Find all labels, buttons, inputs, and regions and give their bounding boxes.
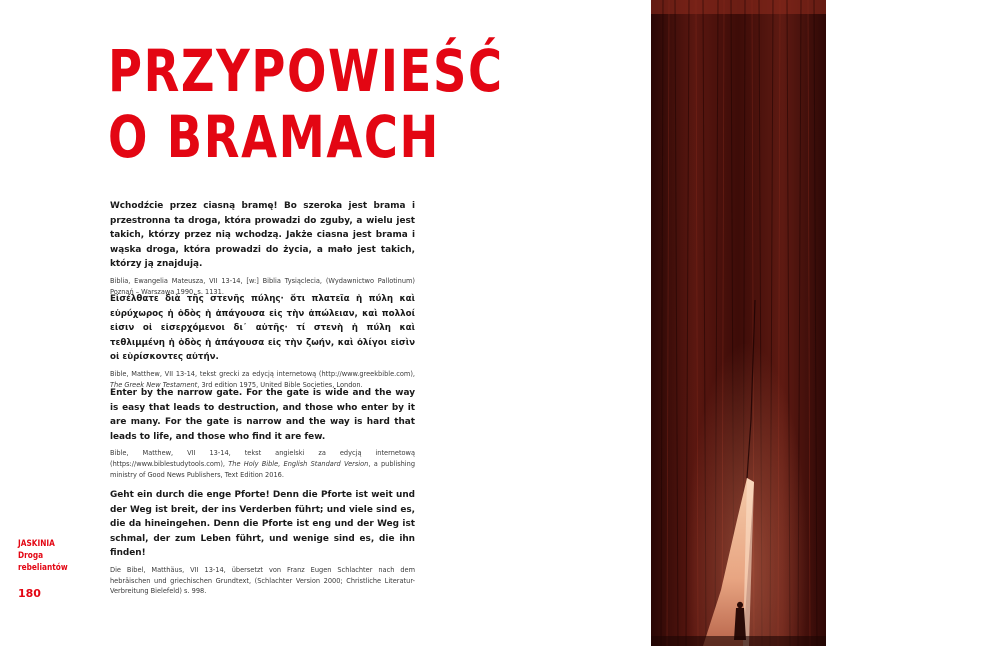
source-english: Bible, Matthew, VII 13-14, tekst angielski za edycją internetową (https://www.biblestudytools.com), The Holy Bible, English Standard Version, a publishing ministry of Good News Publishers, Text Edition 2016. bbox=[110, 449, 416, 479]
chapter-label-line-3: rebeliantów bbox=[18, 563, 68, 573]
section-polish bbox=[110, 199, 415, 297]
source-greek: Bible, Matthew, VII 13-14, tekst grecki za edycją internetową (http://www.greekbible.com), The Greek New Testament, 3rd edition 1975, United Bible Societies, London. bbox=[110, 369, 415, 389]
chapter-label-line-2: Droga bbox=[18, 551, 44, 561]
quote-polish: Wchodźcie przez ciasną bramę! Bo szeroka jest brama i przestronna ta droga, która prowadzi do zguby, a wielu jest takich, którzy przez nią wchodzą. Jakże ciasna jest brama i wąska droga, która prowadzi do życia, a mało jest takich, którzy ją znajdują. bbox=[110, 201, 415, 270]
section-greek bbox=[110, 292, 415, 390]
quote-english: Enter by the narrow gate. For the gate is wide and the way is easy that leads to destruction, and those who enter by it are many. For the gate is narrow and the way is hard that leads to life, and those who find it are few. bbox=[110, 388, 415, 442]
page-number: 180 bbox=[18, 587, 41, 600]
quote-greek: Εἰσέλθατε διὰ τῆς στενῆς πύλης· ὅτι πλατεῖα ἡ πύλη καὶ εὐρύχωρος ἡ ὁδὸς ἡ ἀπάγουσα εἰς τὴν ἀπώλειαν, καὶ πολλοί εἰσιν οἱ εἰσερχόμενοι δι᾽ αὐτῆς· τί στενὴ ἡ πύλη καὶ τεθλιμμένη ἡ ὁδὸς ἡ ἀπάγουσα εἰς τὴν ζωήν, καὶ ὀλίγοι εἰσὶν οἱ εὑρίσκοντες αὐτήν. bbox=[110, 294, 415, 363]
source-german: Die Bibel, Matthäus, VII 13-14, übersetzt von Franz Eugen Schlachter nach dem hebräischen und griechischen Grundtext, (Schlachter Version 2000; Christliche Literatur-Verbreitung Bielefeld) s. 998. bbox=[110, 565, 415, 596]
narrow-gate-illustration bbox=[651, 0, 826, 646]
chapter-label-line-1: JASKINIA bbox=[18, 539, 55, 549]
title-line-2: O BRAMACH bbox=[108, 103, 440, 171]
section-english bbox=[110, 386, 415, 480]
quote-german: Geht ein durch die enge Pforte! Denn die Pforte ist weit und der Weg ist breit, der ins Verderben führt; und viele sind es, die da hineingehen. Denn die Pforte ist eng und der Weg ist schmal, der zum Leben führt, und wenige sind es, die ihn finden! bbox=[110, 490, 415, 559]
section-german bbox=[110, 488, 415, 597]
source-polish: Biblia, Ewangelia Mateusza, VII 13-14, [w:] Biblia Tysiąclecia, (Wydawnictwo Pallotinum) Poznań – Warszawa 1990, s. 1131. bbox=[110, 276, 415, 296]
chapter-label bbox=[18, 538, 68, 574]
page-title bbox=[108, 38, 504, 170]
title-line-1: PRZYPOWIEŚĆ bbox=[108, 37, 504, 105]
